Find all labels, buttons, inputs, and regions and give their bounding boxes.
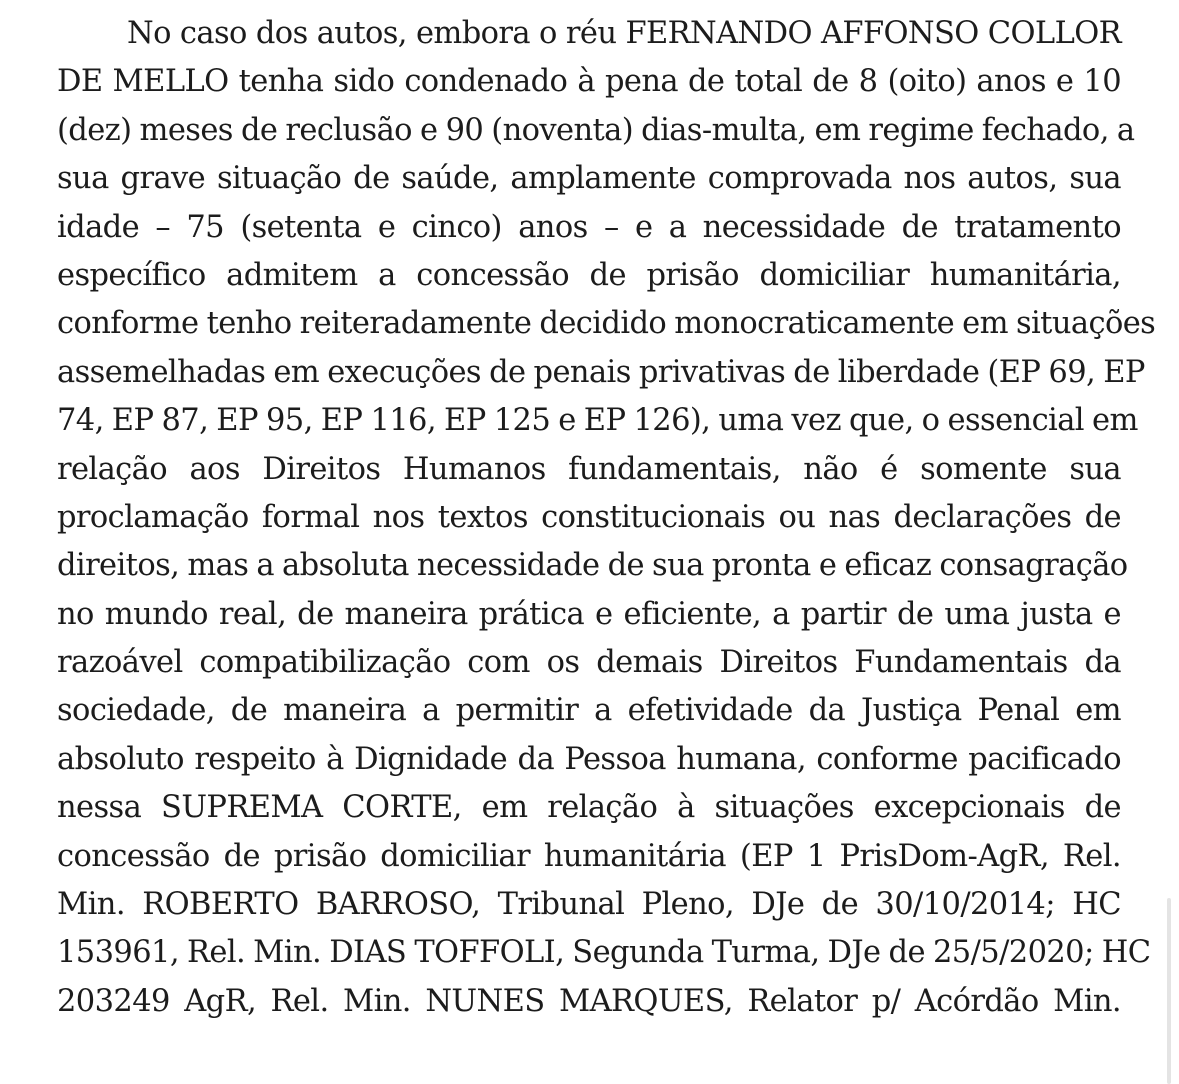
paragraph-line: sociedade, de maneira a permitir a efetividade da Justiça Penal em	[57, 693, 1121, 729]
paragraph-line: relação aos Direitos Humanos fundamentais, não é somente sua	[57, 451, 1121, 487]
paragraph-line: DE MELLO tenha sido condenado à pena de total de 8 (oito) anos e 10	[57, 64, 1121, 100]
paragraph-line: direitos, mas a absoluta necessidade de sua pronta e eficaz consagração	[57, 548, 1128, 584]
paragraph-line: assemelhadas em execuções de penais privativas de liberdade (EP 69, EP	[57, 354, 1145, 390]
paragraph-line: 203249 AgR, Rel. Min. NUNES MARQUES, Relator p/ Acórdão Min.	[57, 983, 1121, 1019]
paragraph-line: específico admitem a concessão de prisão domiciliar humanitária,	[57, 257, 1121, 293]
paragraph-line: concessão de prisão domiciliar humanitária (EP 1 PrisDom-AgR, Rel.	[57, 838, 1121, 874]
paragraph-line: Min. ROBERTO BARROSO, Tribunal Pleno, DJe de 30/10/2014; HC	[57, 887, 1121, 923]
paragraph-line: razoável compatibilização com os demais Direitos Fundamentais da	[57, 645, 1121, 681]
paragraph-line: no mundo real, de maneira prática e eficiente, a partir de uma justa e	[57, 596, 1121, 632]
paragraph-line: sua grave situação de saúde, amplamente comprovada nos autos, sua	[57, 161, 1121, 197]
vertical-scrollbar[interactable]	[1167, 898, 1171, 1084]
paragraph-line: proclamação formal nos textos constitucionais ou nas declarações de	[57, 499, 1121, 535]
paragraph-line: conforme tenho reiteradamente decidido monocraticamente em situações	[57, 306, 1156, 342]
paragraph-line: (dez) meses de reclusão e 90 (noventa) dias-multa, em regime fechado, a	[57, 112, 1135, 148]
paragraph-line: idade – 75 (setenta e cinco) anos – e a necessidade de tratamento	[57, 209, 1121, 245]
paragraph-line: nessa SUPREMA CORTE, em relação à situações excepcionais de	[57, 790, 1121, 826]
paragraph-line: absoluto respeito à Dignidade da Pessoa humana, conforme pacificado	[57, 741, 1121, 777]
paragraph-line: 153961, Rel. Min. DIAS TOFFOLI, Segunda Turma, DJe de 25/5/2020; HC	[57, 935, 1151, 971]
paragraph-line: No caso dos autos, embora o réu FERNANDO AFFONSO COLLOR	[127, 16, 1121, 51]
paragraph-line: 74, EP 87, EP 95, EP 116, EP 125 e EP 126), uma vez que, o essencial em	[57, 403, 1138, 439]
body-paragraph	[57, 10, 1156, 1026]
